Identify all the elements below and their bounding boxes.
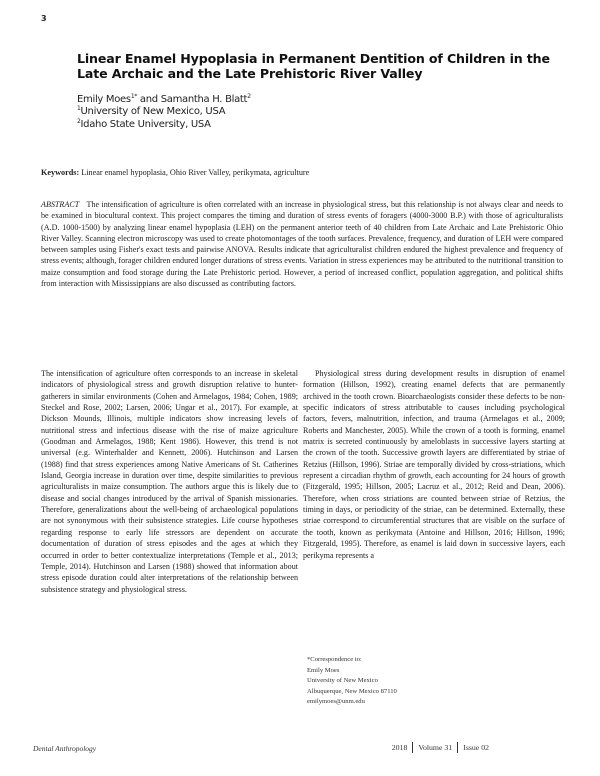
body-column-right: Physiological stress during development results in disruption of enamel formation (Hillson, 1992), creating enamel defects that are permanently archived in the tooth crown. Bioarchaeologists consider these defects to be non-specific indicators of stress attributable to causes including psychological factors, fevers, malnutrition, infection, and trauma (Armelagos et al., 2009; Roberts and Manchester, 2005). While the crown of a tooth is forming, enamel matrix is secreted continuously by ameloblasts in successive layers starting at the crown of the tooth. Successive growth layers are differentiated by striae of Retzius (Hillson, 1996). Striae are temporally divided by cross-striations, which represent a circadian rhythm of growth, each accounting for 24 hours of growth (Fitzgerald, 1995; Hillson, 2005; Lacruz et al., 2012; Reid and Dean, 2006). Therefore, when cross striations are counted between striae of Retzius, the timing in days, or periodicity of the striae, can be determined. Externally, these striae correspond to circumferential structures that are visible on the surface of the tooth, known as perikymata (Antoine and Hillson, 2016; Hillson, 1996; Fitzgerald, 1995). Therefore, as enamel is laid down in successive layers, each perikyma represents a (303, 369, 565, 560)
correspondence-email: emilymoes@unm.edu (307, 698, 365, 706)
affiliation-text: University of New Mexico, USA (80, 106, 226, 118)
affiliation-marker: 1 (77, 105, 81, 113)
correspondence-name: Emily Moes (307, 666, 340, 674)
author-affiliation-marker: 2 (247, 93, 251, 100)
correspondence-label: *Correspondence to: (307, 656, 362, 663)
divider (457, 742, 458, 753)
author-name: Emily Moes (77, 94, 131, 105)
issue-volume: Volume 31 (418, 743, 453, 752)
author-name: Samantha H. Blatt (160, 94, 248, 105)
keywords-label: Keywords: (41, 168, 80, 177)
affiliation-text: Idaho State University, USA (80, 118, 211, 130)
author-block (77, 94, 251, 131)
journal-name: Dental Anthropology (33, 744, 97, 753)
abstract-label: ABSTRACT (41, 200, 80, 209)
correspondence-address: Albuquerque, New Mexico 87110 (307, 687, 397, 695)
divider (412, 742, 413, 753)
body-column-left: The intensification of agriculture often corresponds to an increase in skeletal indicators of physiological stress and growth disruption relative to hunter-gatherers in similar environments (Cohen and Armelagos, 1984; Cohen, 1989; Steckel and Rose, 2002; Larsen, 2006; Ungar et al., 2017). For example, at Dickson Mounds, Illinois, multiple indicators show increasing levels of nutritional stress and infectious disease with the rise of maize agriculture (Goodman and Armelagos, 1988; Kent 1986). However, this trend is not universal (e.g. Winterhalder and Kennett, 2006). Hutchinson and Larsen (1988) find that stress experiences among Native Americans of St. Catherines Island, Georgia increase in duration over time, despite similarities to previous agriculturalists in maize consumption. The authors argue this is likely due to disease and social changes introduced by the arrival of Spanish missionaries. Therefore, generalizations about the well-being of archaeological populations are not synonymous with their subsistence strategies. Life course hypotheses regarding response to early life stressors are dependent on accurate documentation of duration of stress episodes and the ages at which they occurred in order to better contextualize interpretations (Temple et al., 2013; Temple, 2014). Hutchinson and Larsen (1988) showed that information about stress episode duration could alter interpretations of the relationship between subsistence strategy and physiological stress. (41, 369, 298, 594)
abstract (41, 199, 563, 289)
abstract-text: The intensification of agriculture is often correlated with an increase in physiological stress, but this relationship is not always clear and needs to be examined in biocultural context. This project compares the timing and duration of stress events of foragers (4000-3000 B.P.) with those of agriculturalists (A.D. 1000-1500) by analyzing linear enamel hypoplasia (LEH) on the permanent anterior teeth of 40 children from Late Archaic and Late Prehistoric Ohio River Valley. Scanning electron microscopy was used to create photomontages of the tooth surfaces. Prevalence, frequency, and duration of LEH were compared between samples using Fisher's exact tests and pairwise ANOVA. Results indicate that agriculturalist children endured the highest prevalence and frequency of stress events; although, forager children endured longer durations of stress events. Variation in stress experiences may be attributed to the nutritional transition to maize consumption and food storage during the Late Prehistoric period. However, a period of increased conflict, population aggregation, and political shifts from interaction with Mississippians are also discussed as contributing factors. (41, 200, 563, 288)
affiliation-marker: 2 (77, 117, 81, 125)
issue-info (392, 742, 489, 753)
keywords-text: Linear enamel hypoplasia, Ohio River Valley, perikymata, agriculture (81, 168, 310, 177)
affiliation (77, 106, 251, 118)
author-affiliation-marker: 1* (130, 93, 138, 100)
issue-number: Issue 02 (463, 743, 489, 752)
article-title: Linear Enamel Hypoplasia in Permanent Dentition of Children in the Late Archaic and the Late Prehistoric River Valley (77, 51, 550, 81)
author-conjunction: and (137, 94, 161, 105)
keywords (41, 168, 561, 177)
page-number: 3 (41, 14, 47, 23)
correspondence-note (307, 655, 397, 708)
issue-year: 2018 (391, 743, 408, 752)
author-line (77, 94, 251, 106)
affiliation (77, 119, 251, 131)
correspondence-institution: University of New Mexico (307, 677, 378, 685)
